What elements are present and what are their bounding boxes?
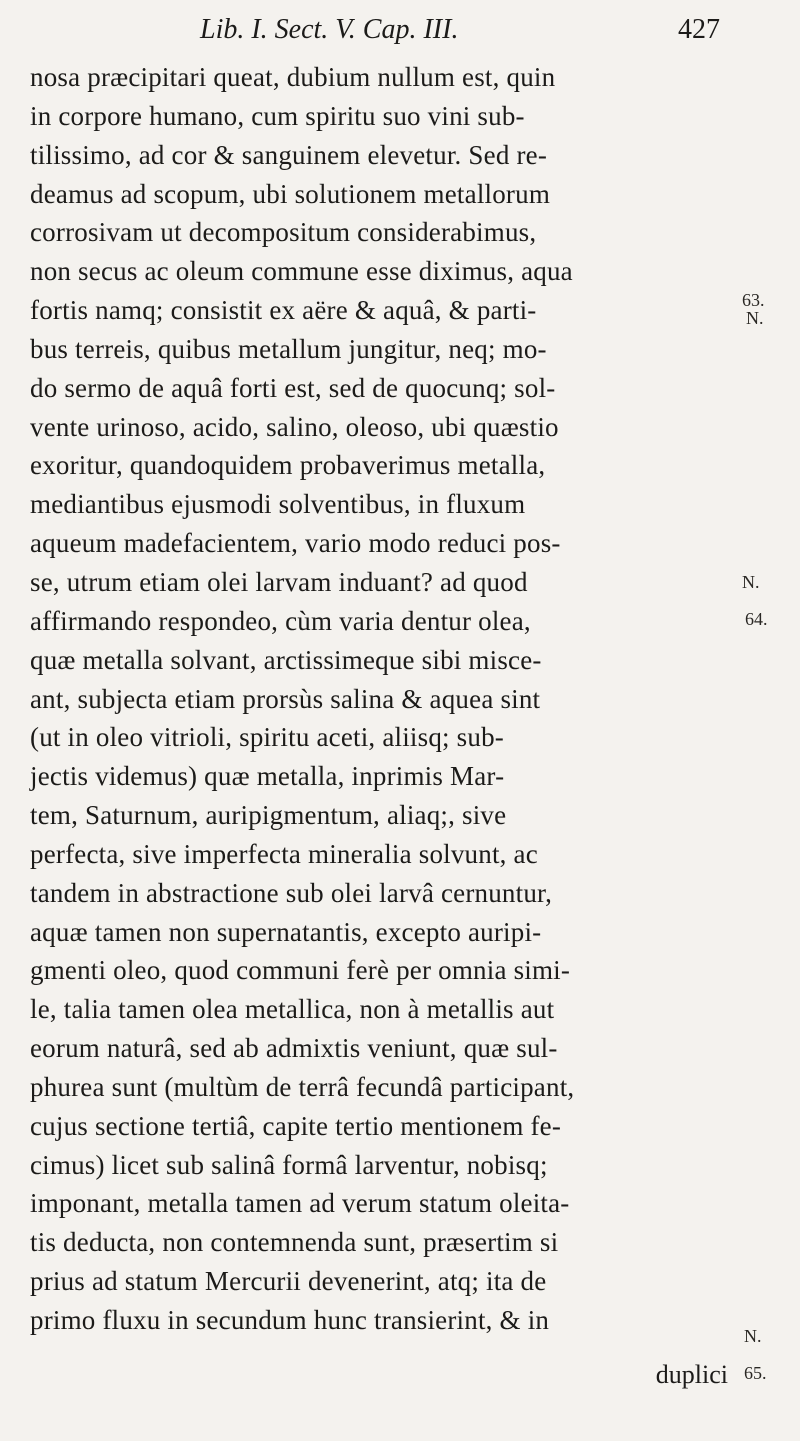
text-line: gmenti oleo, quod communi ferè per omnia simi- (30, 955, 571, 986)
margin-note: 63. (742, 290, 765, 310)
text-line: tilissimo, ad cor & sanguinem elevetur. Sed re- (30, 139, 548, 170)
text-line: do sermo de aquâ forti est, sed de quocunq; sol- (30, 372, 556, 403)
text-line: in corpore humano, cum spiritu suo vini sub- (30, 100, 525, 131)
text-line: cimus) licet sub salinâ formâ larventur, nobisq; (30, 1149, 548, 1180)
text-line: se, utrum etiam olei larvam induant? ad quod (30, 566, 528, 597)
text-line: exoritur, quandoquidem probaverimus metalla, (30, 450, 546, 481)
margin-note: N. (744, 1326, 762, 1346)
margin-note: 64. (745, 609, 768, 629)
text-line: prius ad statum Mercurii devenerint, atq; ita de (30, 1266, 547, 1297)
text-line: primo fluxu in secundum hunc transierint, & in (30, 1305, 550, 1335)
page-header (200, 14, 720, 50)
text-line: phurea sunt (multùm de terrâ fecundâ participant, (30, 1071, 575, 1102)
text-line: imponant, metalla tamen ad verum statum oleita- (30, 1188, 570, 1219)
text-body (30, 58, 720, 1340)
text-line: eorum naturâ, sed ab admixtis veniunt, quæ sul- (30, 1033, 558, 1064)
catchword: duplici (655, 1360, 728, 1389)
text-line: nosa præcipitari queat, dubium nullum est, quin (30, 62, 556, 92)
text-line: non secus ac oleum commune esse diximus, aqua (30, 256, 573, 287)
text-line: tandem in abstractione sub olei larvâ cernuntur, (30, 877, 553, 908)
text-line: fortis namq; consistit ex aëre & aquâ, & parti- (30, 295, 537, 326)
text-line: mediantibus ejusmodi solventibus, in fluxum (30, 489, 526, 520)
text-line: bus terreis, quibus metallum jungitur, neq; mo- (30, 333, 547, 364)
text-line: tem, Saturnum, auripigmentum, aliaq;, sive (30, 800, 507, 831)
text-line: deamus ad scopum, ubi solutionem metallorum (30, 178, 551, 209)
text-line: le, talia tamen olea metallica, non à metallis aut (30, 994, 555, 1025)
margin-note: N. (746, 308, 764, 328)
text-line: (ut in oleo vitrioli, spiritu aceti, aliisq; sub- (30, 722, 504, 753)
text-line: perfecta, sive imperfecta mineralia solvunt, ac (30, 838, 538, 869)
text-line: corrosivam ut decompositum considerabimus, (30, 217, 537, 248)
text-line: ant, subjecta etiam prorsùs salina & aquea sint (30, 683, 541, 714)
text-line: affirmando respondeo, cùm varia dentur olea, (30, 605, 531, 636)
text-line: cujus sectione tertiâ, capite tertio mentionem fe- (30, 1110, 562, 1141)
text-line: quæ metalla solvant, arctissimeque sibi misce- (30, 644, 542, 675)
margin-note: N. (742, 572, 760, 592)
text-line: vente urinoso, acido, salino, oleoso, ubi quæstio (30, 411, 559, 442)
text-line: aquæ tamen non supernatantis, excepto auripi- (30, 916, 542, 947)
text-line: tis deducta, non contemnenda sunt, præsertim si (30, 1227, 559, 1258)
text-line: jectis videmus) quæ metalla, inprimis Mar- (30, 761, 505, 792)
running-head: Lib. I. Sect. V. Cap. III. (200, 14, 459, 45)
text-line: aqueum madefacientem, vario modo reduci pos- (30, 528, 561, 559)
page-number: 427 (678, 14, 720, 45)
margin-note: 65. (744, 1363, 767, 1383)
